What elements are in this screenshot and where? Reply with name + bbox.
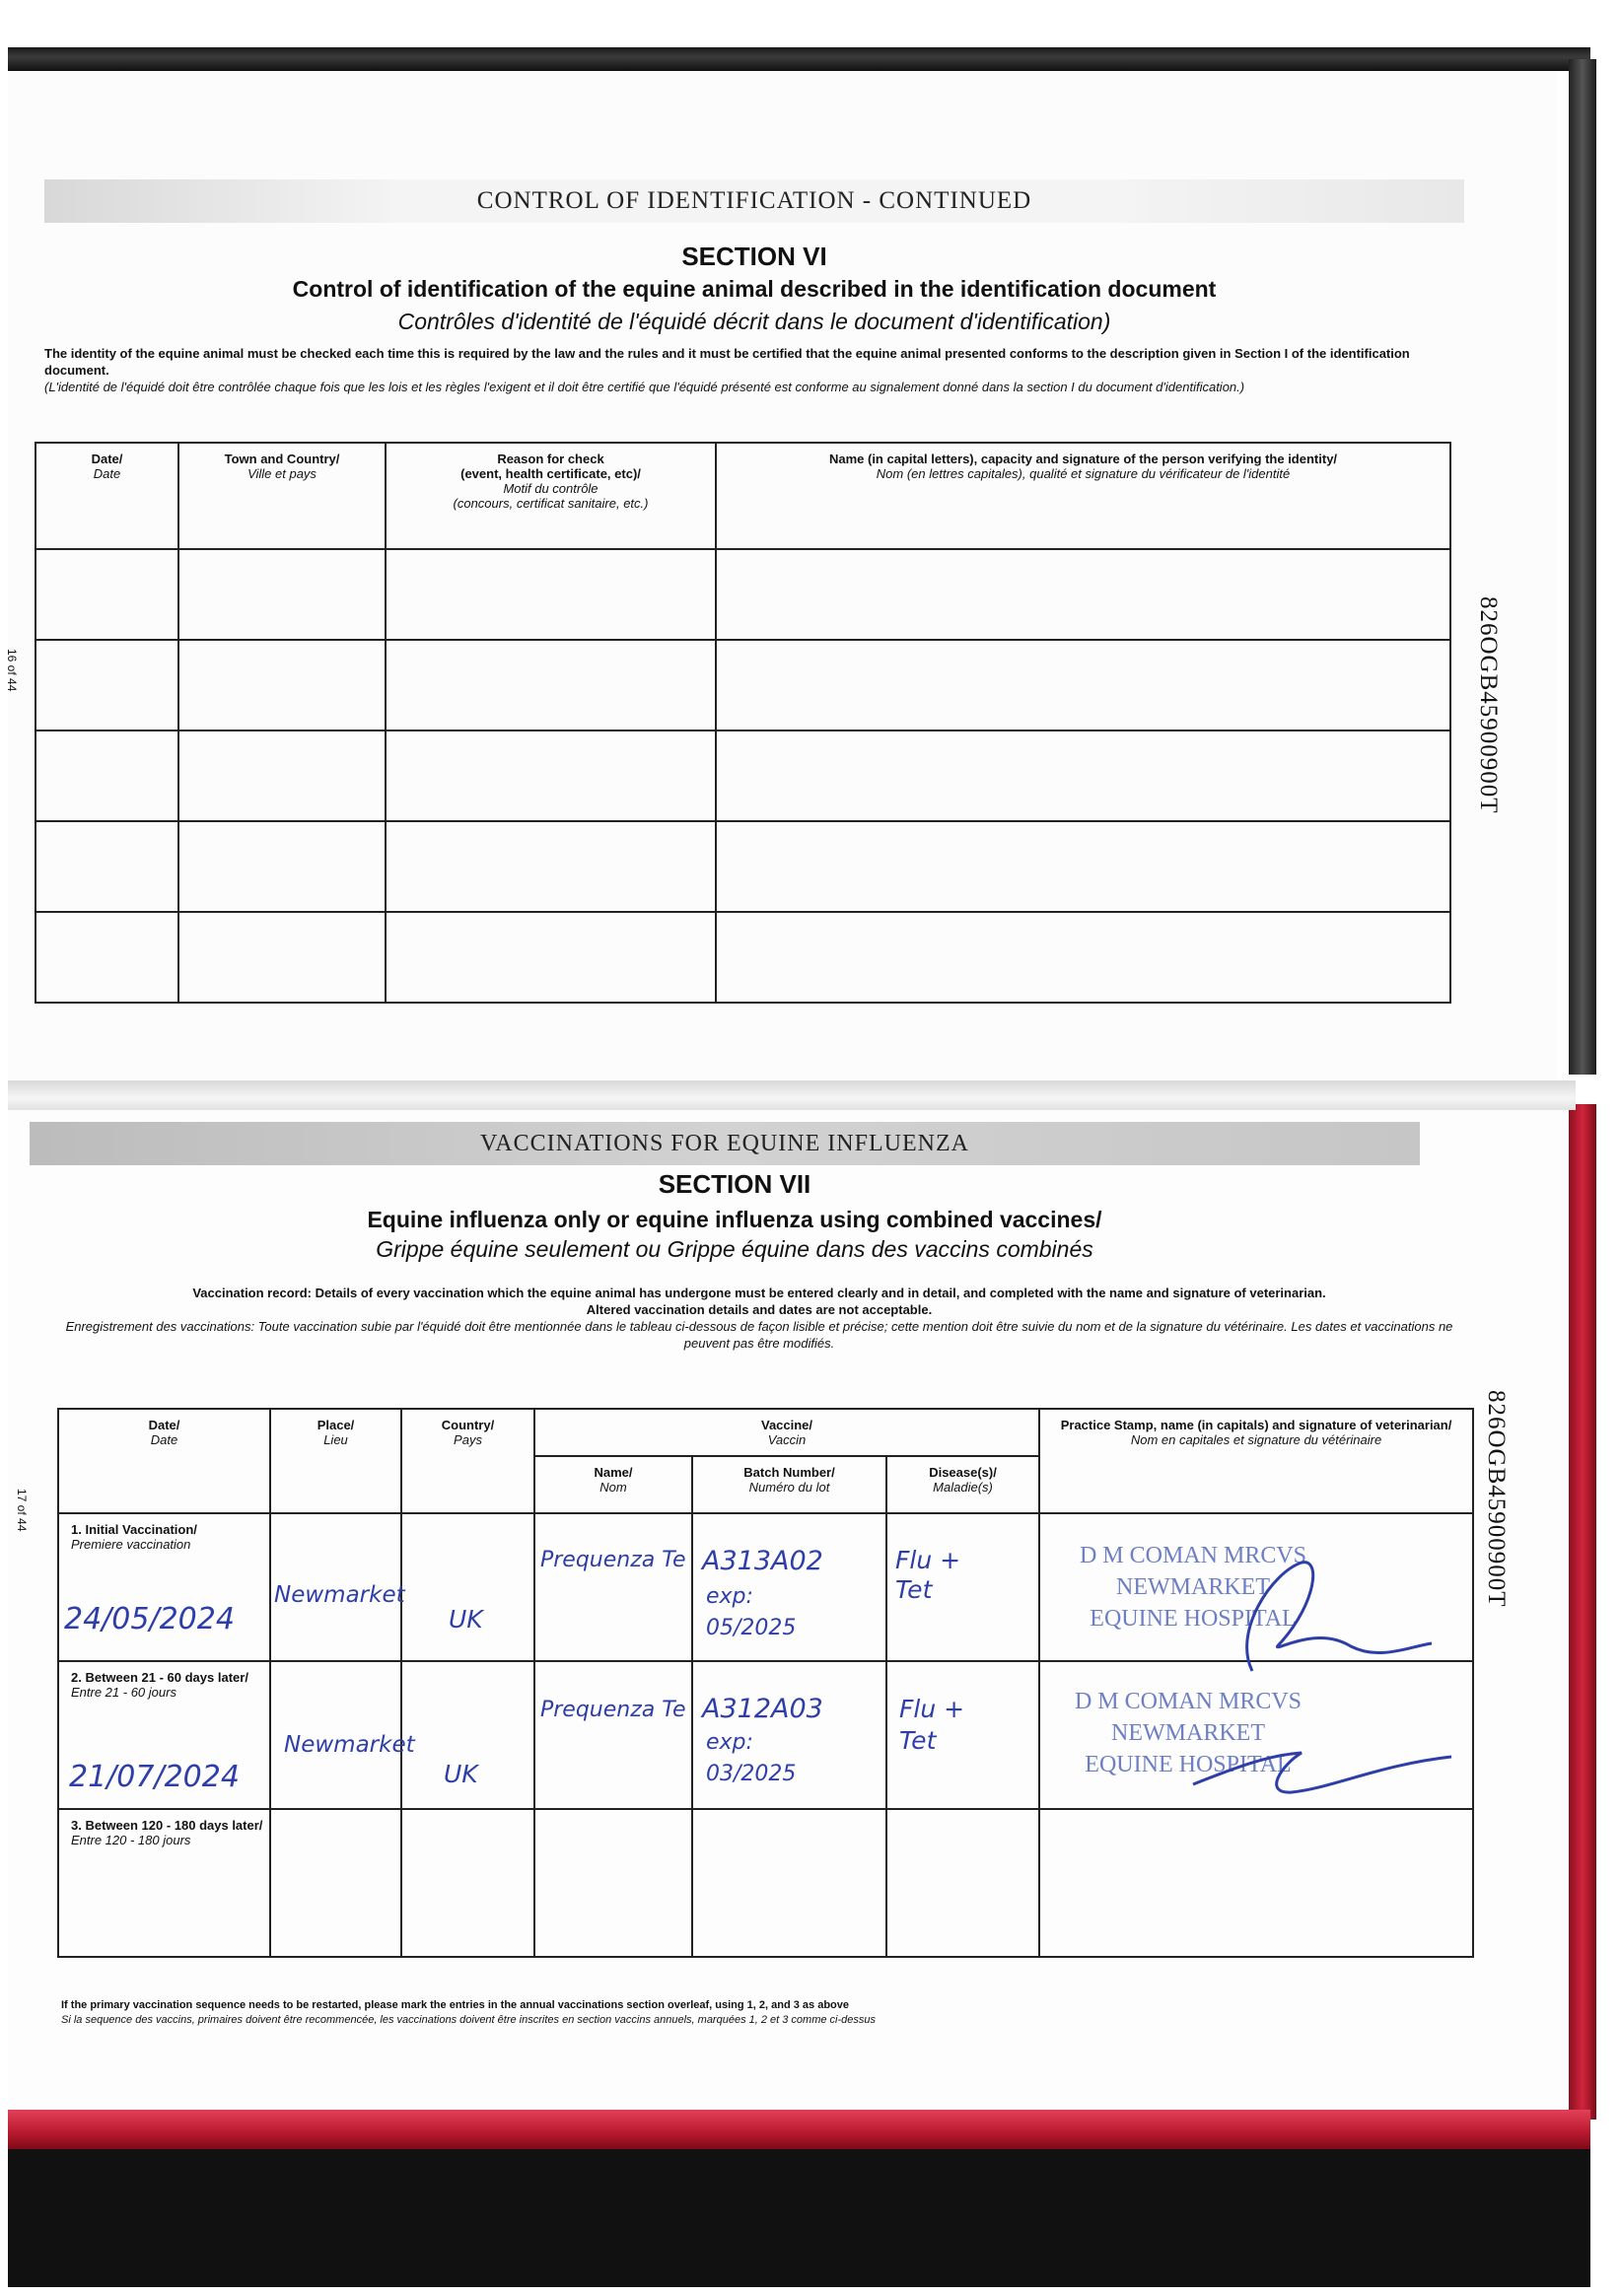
handwritten-place: Newmarket (284, 1732, 415, 1758)
vet-signature-1 (1173, 1553, 1440, 1681)
section-banner: CONTROL OF IDENTIFICATION - CONTINUED (44, 179, 1464, 223)
handwritten-batch: A313A02 (702, 1546, 823, 1576)
header-practice-stamp: Practice Stamp, name (in capitals) and signature of veterinarian/ Nom en capitales et signature du vétérinaire (1039, 1409, 1473, 1513)
row-label-2: 2. Between 21 - 60 days later/ Entre 21 - 60 jours (58, 1661, 270, 1809)
table-header-row (35, 443, 1450, 549)
section-subtitle-fr: Contrôles d'identité de l'équidé décrit dans le document d'identification) (397, 309, 1111, 334)
footnote (61, 1998, 1442, 2028)
stamp-line: EQUINE HOSPITAL (1085, 1752, 1292, 1777)
table-row (35, 912, 1450, 1003)
instructions-fr: Enregistrement des vaccinations: Toute vaccination subie par l'équidé doit être mentionnée dans le tableau ci-dessous de façon lisible et précise; cette mention doit être suivie du nom et de la signature du vétérinaire. Les dates et vaccinations ne peuvent pas être modifiés. (65, 1319, 1453, 1351)
header-diseases: Disease(s)/ Maladie(s) (886, 1456, 1039, 1513)
stamp-line: D M COMAN MRCVS (1079, 1543, 1307, 1568)
section-banner: VACCINATIONS FOR EQUINE INFLUENZA (30, 1122, 1420, 1165)
stamp-line: NEWMARKET (1116, 1574, 1270, 1600)
stamp-line: NEWMARKET (1111, 1720, 1265, 1746)
row-label-1: 1. Initial Vaccination/ Premiere vaccination (58, 1513, 270, 1661)
section-subtitle-fr: Grippe équine seulement ou Grippe équine dans des vaccins combinés (376, 1236, 1093, 1262)
book-cover-bottom (8, 2110, 1590, 2149)
handwritten-disease: Flu + Tet (899, 1695, 965, 1755)
header-reason: Reason for check (event, health certificate, etc)/ Motif du contrôle (concours, certificat sanitaire, etc.) (386, 443, 716, 549)
section-subtitle-en: Equine influenza only or equine influenza using combined vaccines/ (367, 1207, 1102, 1232)
instructions-label: Vaccination record: (192, 1286, 312, 1300)
vaccination-table (57, 1408, 1474, 1958)
handwritten-date: 24/05/2024 (64, 1602, 235, 1636)
instructions-en-2: Altered vaccination details and dates are not acceptable. (586, 1302, 933, 1317)
table-row (35, 549, 1450, 640)
stamp-line: EQUINE HOSPITAL (1090, 1606, 1297, 1632)
handwritten-date: 21/07/2024 (69, 1760, 240, 1794)
vaccination-instructions (59, 1285, 1459, 1352)
handwritten-disease: Flu + Tet (895, 1546, 961, 1604)
handwritten-expiry: exp: 03/2025 (706, 1730, 797, 1786)
header-date: Date/ Date (58, 1409, 270, 1513)
row-label-3: 3. Between 120 - 180 days later/ Entre 120 - 180 jours (58, 1809, 270, 1957)
footnote-fr: Si la sequence des vaccins, primaires doivent être recommencée, les vaccinations doivent être inscrites en section vaccins annuels, marquées 1, 2 et 3 comme ci-dessus (61, 2014, 877, 2026)
section-title: SECTION VI (681, 242, 827, 271)
page-number: 16 of 44 (5, 649, 19, 692)
section-title: SECTION VII (658, 1169, 811, 1199)
handwritten-expiry: exp: 05/2025 (706, 1584, 797, 1640)
header-verifier: Name (in capital letters), capacity and signature of the person verifying the identity/ Nom (en lettres capitales), qualité et signature du vérificateur de l'identité (716, 443, 1450, 549)
header-town-country: Town and Country/ Ville et pays (178, 443, 386, 549)
handwritten-place: Newmarket (274, 1582, 405, 1608)
stamp-line: D M COMAN MRCVS (1074, 1689, 1303, 1714)
header-batch-number: Batch Number/ Numéro du lot (692, 1456, 886, 1513)
table-row (58, 1809, 1473, 1957)
handwritten-batch: A312A03 (702, 1694, 823, 1724)
vet-signature-2 (1163, 1696, 1459, 1814)
instructions-en: Details of every vaccination which the equine animal has undergone must be entered clearly and in detail, and completed with the name and signature of veterinarian. (311, 1286, 1326, 1300)
table-row (35, 731, 1450, 821)
instructions-en: The identity of the equine animal must be checked each time this is required by the law and the rules and it must be certified that the equine animal presented conforms to the description given in Section I of the identification document. (44, 346, 1410, 378)
handwritten-vaccine-name: Prequenza Te (540, 1548, 686, 1572)
book-cover-top (8, 47, 1590, 71)
identity-check-table (35, 442, 1451, 1004)
footnote-en: If the primary vaccination sequence needs to be restarted, please mark the entries in the annual vaccinations section overleaf, using 1, 2, and 3 as above (61, 1999, 850, 2011)
handwritten-country: UK (444, 1760, 478, 1788)
book-spine (8, 1080, 1576, 1110)
table-row (35, 821, 1450, 912)
passport-id-number: 826OGB45900900T (1475, 596, 1502, 814)
handwritten-country: UK (449, 1605, 483, 1634)
table-header-row (58, 1409, 1473, 1456)
passport-id-number: 826OGB45900900T (1483, 1390, 1510, 1608)
header-vaccine: Vaccine/ Vaccin (534, 1409, 1039, 1456)
instructions-fr: (L'identité de l'équidé doit être contrôlée chaque fois que les lois et les règles l'exigent et il doit être certifié que l'équidé présenté est conforme au signalement donné dans la section I du document d'identification.) (44, 380, 1245, 394)
scan-background (8, 2149, 1590, 2287)
header-country: Country/ Pays (401, 1409, 534, 1513)
instructions (44, 345, 1444, 395)
page-number: 17 of 44 (15, 1489, 29, 1532)
book-cover-edge-black (1569, 59, 1596, 1075)
header-vaccine-name: Name/ Nom (534, 1456, 692, 1513)
header-place: Place/ Lieu (270, 1409, 401, 1513)
handwritten-vaccine-name: Prequenza Te (540, 1698, 686, 1722)
book-cover-edge-red (1569, 1104, 1596, 2120)
section-subtitle-en: Control of identification of the equine animal described in the identification document (292, 276, 1217, 302)
table-row (35, 640, 1450, 731)
header-date: Date/ Date (35, 443, 178, 549)
